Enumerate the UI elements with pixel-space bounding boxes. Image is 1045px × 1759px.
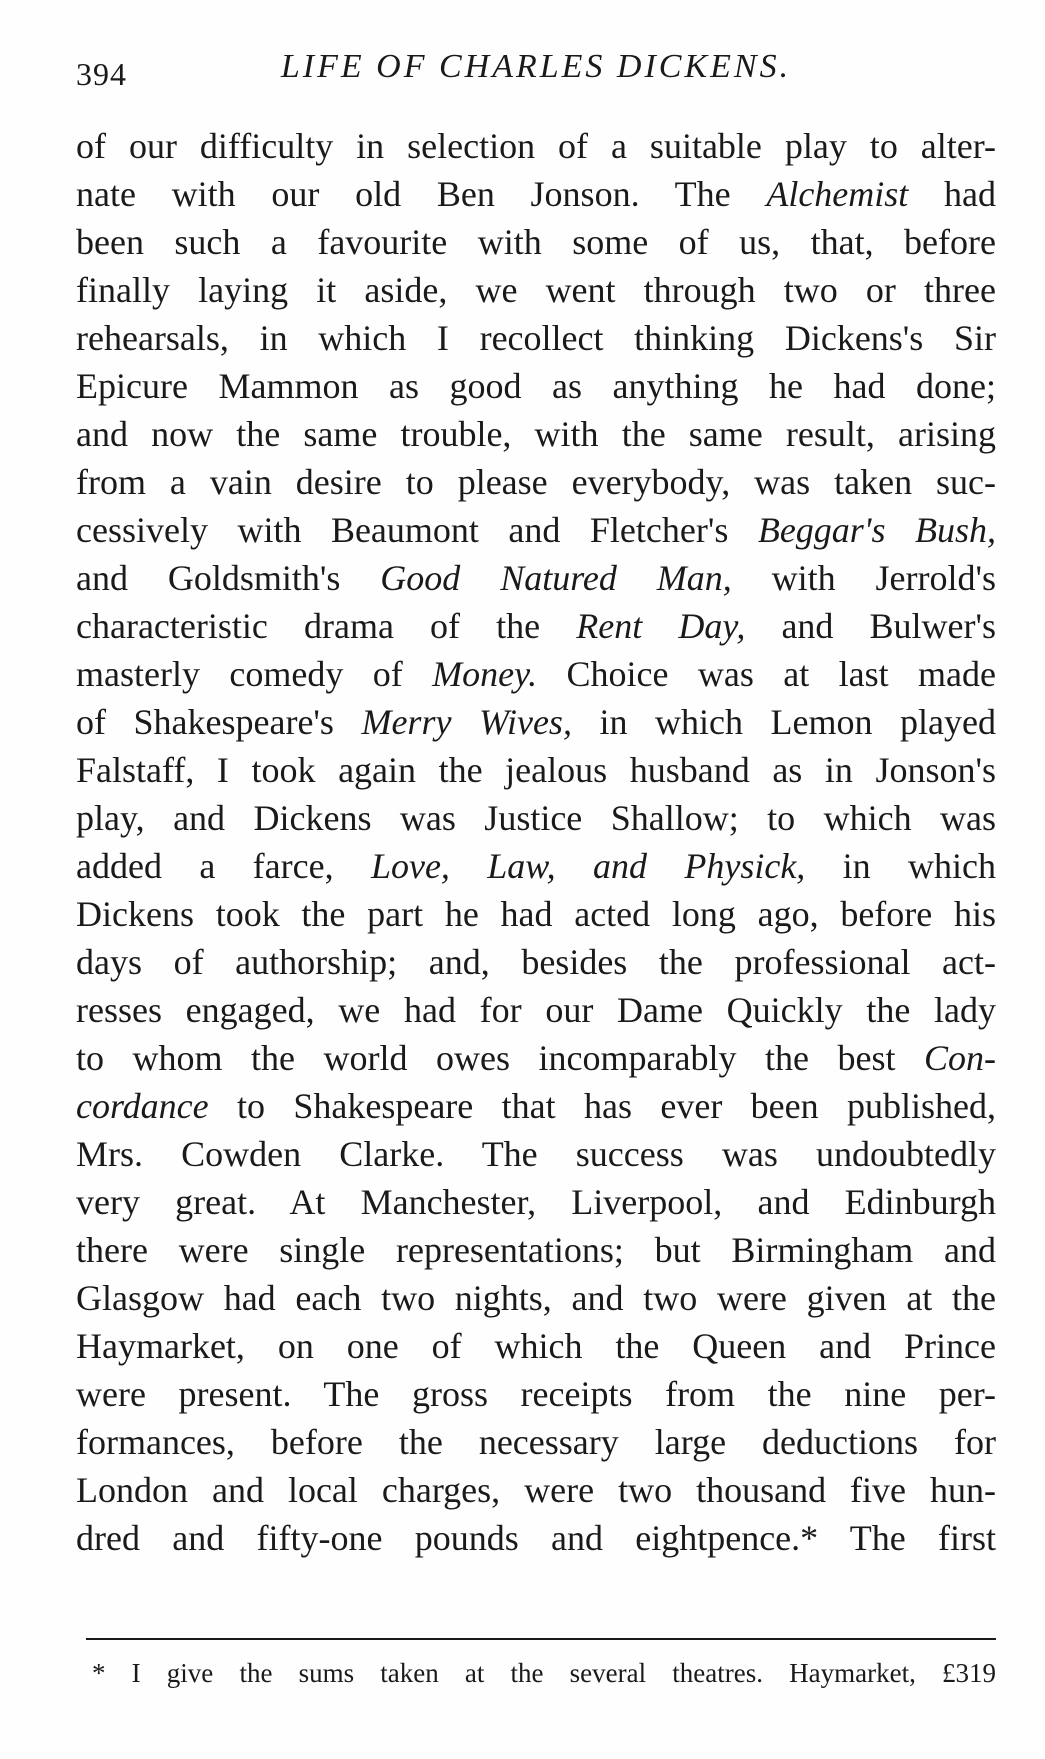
text-line [76,1082,996,1130]
text-line [76,170,996,218]
body-text [76,122,996,1562]
text-line [76,1514,996,1562]
italic-title: Con- [924,1038,996,1078]
text-run: were present. The gross receipts from the nine per- [76,1374,996,1414]
text-run: from a vain desire to please everybody, was taken suc- [76,462,996,502]
text-run: dred and fifty-one pounds and eightpence.* The first [76,1518,996,1558]
text-run: in which Lemon played [571,702,996,742]
text-line [76,746,996,794]
text-run: finally laying it aside, we went through two or three [76,270,996,310]
footnote: * I give the sums taken at the several theatres. Haymarket, £319 [92,1658,996,1688]
running-head: LIFE OF CHARLES DICKENS. [280,48,792,85]
text-line [76,794,996,842]
text-line [76,698,996,746]
text-line [76,938,996,986]
text-run: Epicure Mammon as good as anything he had done; [76,366,996,406]
text-run: of our difficulty in selection of a suitable play to alter- [76,126,996,166]
text-run: play, and Dickens was Justice Shallow; to which was [76,798,996,838]
text-line [76,266,996,314]
text-run: rehearsals, in which I recollect thinking Dickens's Sir [76,318,996,358]
text-run: in which [805,846,996,886]
text-line [76,314,996,362]
text-line [76,362,996,410]
italic-title: Merry Wives, [361,702,572,742]
text-line [76,122,996,170]
text-run: had [908,174,996,214]
text-run: cessively with Beaumont and Fletcher's [76,510,758,550]
text-run: very great. At Manchester, Liverpool, and Edinburgh [76,1182,996,1222]
page-number: 394 [76,56,127,92]
italic-title: Money. [432,654,538,694]
text-line [76,650,996,698]
text-run: formances, before the necessary large deductions for [76,1422,996,1462]
italic-title: cordance [76,1086,209,1126]
italic-title: Good Natured Man, [380,558,732,598]
italic-title: Alchemist [766,174,909,214]
italic-title: Love, Law, and Physick, [370,846,806,886]
text-run: and Bulwer's [745,606,997,646]
text-run: Dickens took the part he had acted long ago, before his [76,894,996,934]
text-line [76,1034,996,1082]
text-run: masterly comedy of [76,654,433,694]
text-run: resses engaged, we had for our Dame Quickly the lady [76,990,996,1030]
text-run: Haymarket, on one of which the Queen and Prince [76,1326,996,1366]
text-run: nate with our old Ben Jonson. The [76,174,767,214]
text-line [76,1322,996,1370]
text-line [76,506,996,554]
text-run: Glasgow had each two nights, and two were given at the [76,1278,996,1318]
text-line [76,986,996,1034]
text-run: Choice was at last made [537,654,996,694]
text-run: Falstaff, I took again the jealous husband as in Jonson's [76,750,996,790]
text-line [76,218,996,266]
text-run: of Shakespeare's [76,702,362,742]
text-run: been such a favourite with some of us, that, before [76,222,996,262]
text-run: characteristic drama of the [76,606,577,646]
text-line [76,410,996,458]
text-run: Mrs. Cowden Clarke. The success was undoubtedly [76,1134,996,1174]
text-line [76,1370,996,1418]
text-line [76,1226,996,1274]
text-run: to whom the world owes incomparably the best [76,1038,924,1078]
text-line [76,1274,996,1322]
text-run: to Shakespeare that has ever been published, [208,1086,996,1126]
text-line [76,1178,996,1226]
page-header [76,48,996,108]
footnote-rule [86,1638,996,1640]
text-run: there were single representations; but Birmingham and [76,1230,996,1270]
text-line [76,1130,996,1178]
text-line [76,1418,996,1466]
italic-title: Rent Day, [576,606,746,646]
text-run: days of authorship; and, besides the professional act- [76,942,996,982]
text-line [76,1466,996,1514]
text-run: London and local charges, were two thousand five hun- [76,1470,996,1510]
text-line [76,458,996,506]
text-line [76,602,996,650]
text-run: and now the same trouble, with the same result, arising [76,414,996,454]
text-run: added a farce, [76,846,371,886]
italic-title: Beggar's Bush, [757,510,997,550]
text-line [76,842,996,890]
text-run: with Jerrold's [731,558,997,598]
text-line [76,554,996,602]
text-run: and Goldsmith's [76,558,381,598]
text-line [76,890,996,938]
